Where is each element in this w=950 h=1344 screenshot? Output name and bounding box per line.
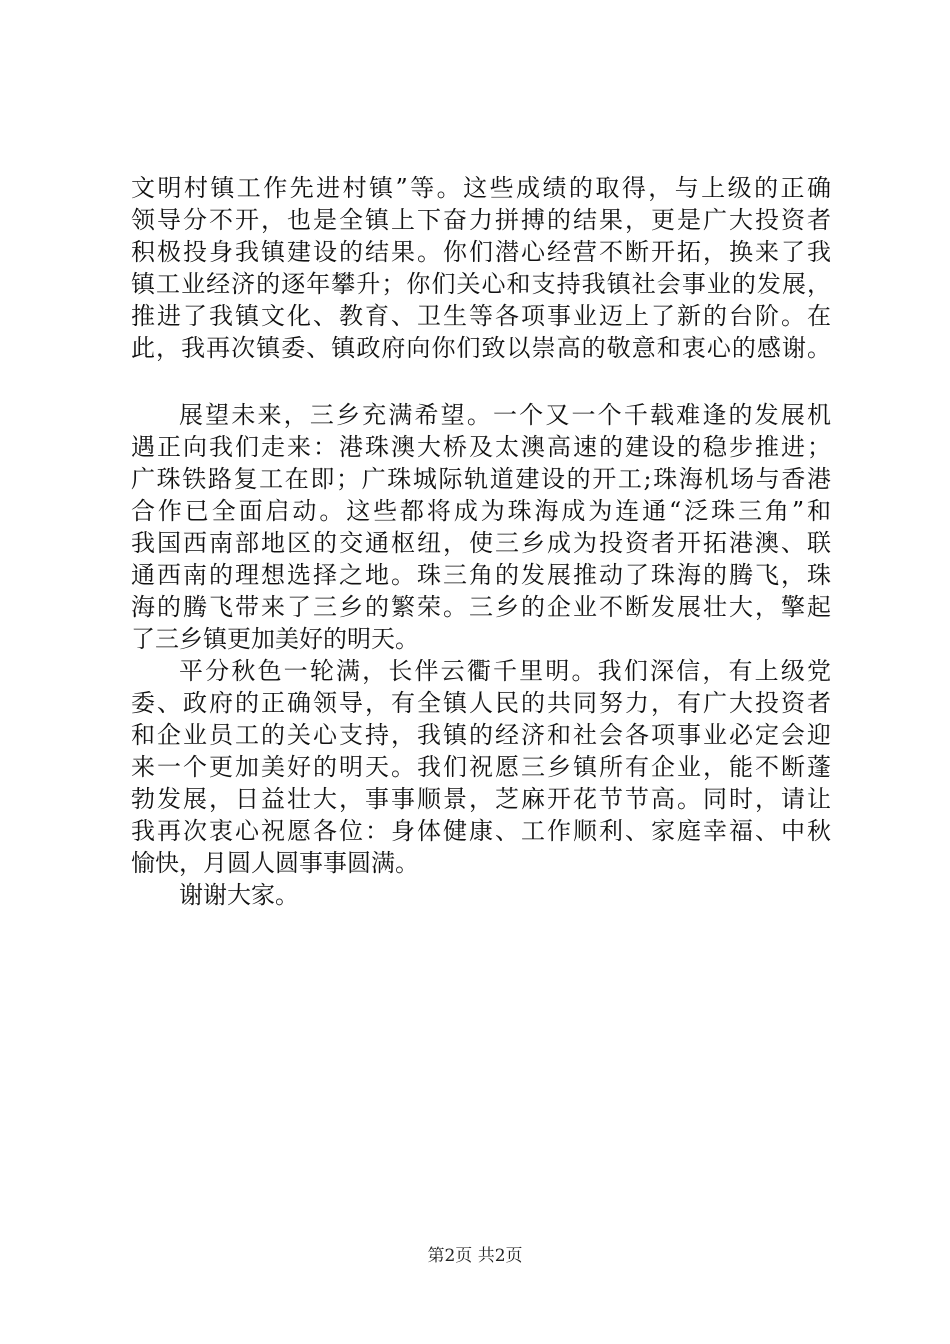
text-line: 领导分不开，也是全镇上下奋力拼搏的结果，更是广大投资者 — [131, 206, 831, 234]
text-line: 了三乡镇更加美好的明天。 — [131, 625, 419, 653]
text-line: 愉快，月圆人圆事事圆满。 — [131, 849, 419, 877]
text-line: 合作已全面启动。这些都将成为珠海成为连通“泛珠三角”和 — [131, 497, 831, 525]
text-line: 海的腾飞带来了三乡的繁荣。三乡的企业不断发展壮大，擎起 — [131, 593, 831, 621]
text-line: 平分秋色一轮满，长伴云衢千里明。我们深信，有上级党 — [179, 657, 831, 685]
paragraph-outlook — [131, 399, 831, 655]
text-line: 此，我再次镇委、镇政府向你们致以崇高的敬意和衷心的感谢。 — [131, 334, 831, 362]
text-line: 广珠铁路复工在即；广珠城际轨道建设的开工;珠海机场与香港 — [131, 465, 831, 493]
paragraph-wishes — [131, 655, 831, 879]
page-number-footer: 第2页 共2页 — [427, 1246, 523, 1266]
document-body — [131, 172, 831, 911]
paragraph-achievements — [131, 172, 831, 364]
text-line: 通西南的理想选择之地。珠三角的发展推动了珠海的腾飞，珠 — [131, 561, 831, 589]
text-line: 和企业员工的关心支持，我镇的经济和社会各项事业必定会迎 — [131, 721, 831, 749]
text-line: 积极投身我镇建设的结果。你们潜心经营不断开拓，换来了我 — [131, 238, 831, 266]
paragraph-gap — [131, 364, 831, 399]
text-line: 镇工业经济的逐年攀升；你们关心和支持我镇社会事业的发展， — [131, 270, 831, 298]
text-line: 我国西南部地区的交通枢纽，使三乡成为投资者开拓港澳、联 — [131, 529, 831, 557]
text-line: 来一个更加美好的明天。我们祝愿三乡镇所有企业，能不断蓬 — [131, 753, 831, 781]
text-line: 勃发展，日益壮大，事事顺景，芝麻开花节节高。同时，请让 — [131, 785, 831, 813]
text-line: 展望未来，三乡充满希望。一个又一个千载难逢的发展机 — [179, 401, 831, 429]
text-line: 文明村镇工作先进村镇”等。这些成绩的取得，与上级的正确 — [131, 174, 831, 202]
text-line: 委、政府的正确领导，有全镇人民的共同努力，有广大投资者 — [131, 689, 831, 717]
paragraph-thanks — [131, 879, 831, 911]
text-line: 我再次衷心祝愿各位：身体健康、工作顺利、家庭幸福、中秋 — [131, 817, 831, 845]
text-line: 遇正向我们走来：港珠澳大桥及太澳高速的建设的稳步推进； — [131, 433, 831, 461]
text-line: 谢谢大家。 — [179, 881, 299, 909]
text-line: 推进了我镇文化、教育、卫生等各项事业迈上了新的台阶。在 — [131, 302, 831, 330]
